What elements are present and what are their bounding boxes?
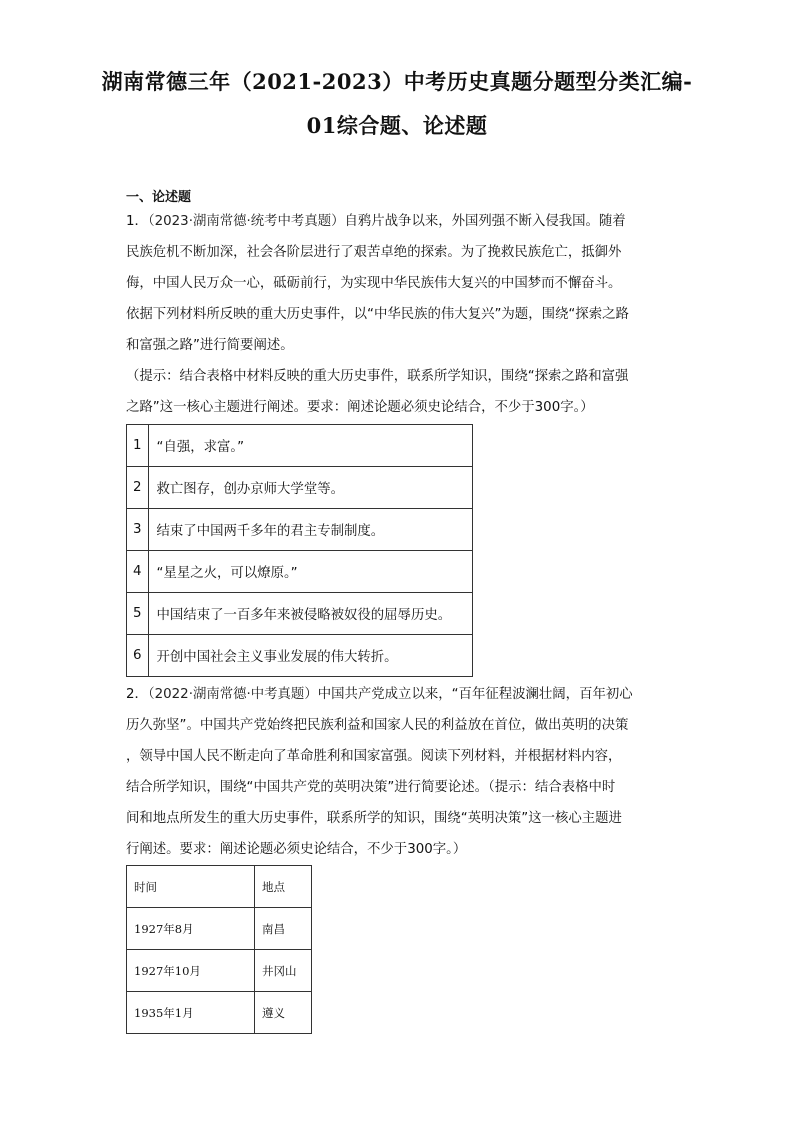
table-row: [127, 551, 473, 593]
cell-time: 1927年8月: [127, 908, 255, 950]
row-text: 救亡图存，创办京师大学堂等。: [148, 467, 472, 509]
row-number: 4: [127, 551, 149, 593]
question-2-line: 行阐述。要求：阐述论题必须史论结合，不少于300字。）: [126, 842, 467, 857]
question-1-line: 民族危机不断加深，社会各阶层进行了艰苦卓绝的探索。为了挽救民族危亡，抵御外: [126, 245, 622, 260]
table-row: [127, 467, 473, 509]
table-row: [127, 992, 312, 1034]
question-2-line: 间和地点所发生的重大历史事件，联系所学的知识，围绕“英明决策”这一核心主题进: [126, 811, 622, 826]
question-2-line: ，领导中国人民不断走向了革命胜利和国家富强。阅读下列材料，并根据材料内容，: [126, 749, 622, 764]
row-text: “自强，求富。”: [148, 425, 472, 467]
table-row: [127, 950, 312, 992]
cell-place: 南昌: [255, 908, 312, 950]
row-text: “星星之火，可以燎原。”: [148, 551, 472, 593]
row-number: 6: [127, 635, 149, 677]
table-row: [127, 593, 473, 635]
table-row: [127, 509, 473, 551]
cell-time: 1935年1月: [127, 992, 255, 1034]
row-number: 5: [127, 593, 149, 635]
section-heading: 一、论述题: [126, 190, 192, 205]
question-1-line: 依据下列材料所反映的重大历史事件，以“中华民族的伟大复兴”为题，围绕“探索之路: [126, 307, 629, 322]
question-1-line: 侮，中国人民万众一心，砥砺前行，为实现中华民族伟大复兴的中国梦而不懈奋斗。: [126, 276, 622, 291]
question-1-line: 1．（2023·湖南常德·统考中考真题）自鸦片战争以来，外国列强不断入侵我国。随着: [126, 214, 626, 229]
row-number: 1: [127, 425, 149, 467]
question-2-source: （2022·湖南常德·中考真题）: [147, 687, 318, 702]
document-title-line-1: 湖南常德三年（2021-2023）中考历史真题分题型分类汇编-: [101, 69, 693, 94]
question-2-text: [126, 679, 666, 865]
question-2-number: 2．: [126, 687, 148, 702]
cell-time: 1927年10月: [127, 950, 255, 992]
cell-place: 遵义: [255, 992, 312, 1034]
row-number: 3: [127, 509, 149, 551]
question-2-time-place-table: [126, 865, 312, 1034]
question-1-material-table: [126, 424, 473, 677]
row-text: 结束了中国两千多年的君主专制制度。: [148, 509, 472, 551]
table-row: [127, 635, 473, 677]
header-time: 时间: [127, 866, 255, 908]
document-title-line-2: 01综合题、论述题: [306, 113, 488, 138]
row-text: 中国结束了一百多年来被侵略被奴役的屈辱历史。: [148, 593, 472, 635]
question-2-line: 历久弥坚”。中国共产党始终把民族利益和国家人民的利益放在首位，做出英明的决策: [126, 718, 629, 733]
question-1-line: （提示：结合表格中材料反映的重大历史事件，联系所学知识，围绕“探索之路和富强: [126, 369, 629, 384]
row-number: 2: [127, 467, 149, 509]
header-place: 地点: [255, 866, 312, 908]
question-1-line: 和富强之路”进行简要阐述。: [126, 338, 294, 353]
question-2-line: 结合所学知识，围绕“中国共产党的英明决策”进行简要论述。（提示：结合表格中时: [126, 780, 616, 795]
row-text: 开创中国社会主义事业发展的伟大转折。: [148, 635, 472, 677]
question-1-number: 1．: [126, 214, 148, 229]
table-row: [127, 908, 312, 950]
table-header-row: [127, 866, 312, 908]
cell-place: 井冈山: [255, 950, 312, 992]
question-1-line: 之路”这一核心主题进行阐述。要求：阐述论题必须史论结合，不少于300字。）: [126, 400, 594, 415]
question-1-text: [126, 206, 666, 423]
question-2-line: 2．（2022·湖南常德·中考真题）中国共产党成立以来，“百年征程波澜壮阔，百年初心: [126, 687, 633, 702]
question-1-source: （2023·湖南常德·统考中考真题）: [147, 214, 345, 229]
table-row: [127, 425, 473, 467]
